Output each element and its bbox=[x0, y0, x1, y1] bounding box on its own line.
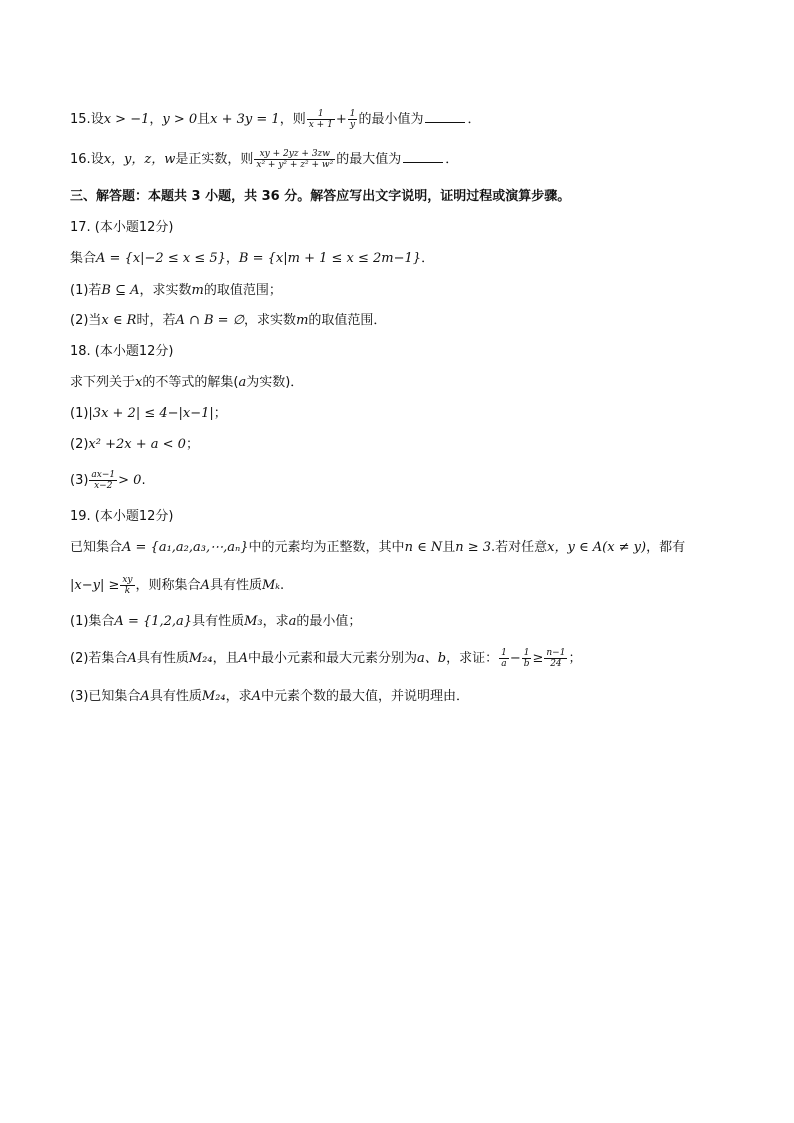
answer-blank bbox=[403, 150, 443, 163]
question-15 bbox=[70, 109, 480, 130]
q19-text: ，都有 bbox=[646, 540, 686, 555]
q19-text: ，且 bbox=[212, 651, 239, 666]
q19-math: a、b bbox=[416, 651, 447, 666]
q15-fraction-2 bbox=[348, 109, 358, 130]
frac-numerator: 1 bbox=[307, 109, 335, 120]
q15-number: 15. bbox=[70, 112, 91, 127]
q19-math: A = {a₁,a₂,a₃,⋯,aₙ} bbox=[122, 540, 249, 555]
q17-text: ． bbox=[421, 251, 435, 266]
q15-fraction-1 bbox=[307, 109, 335, 130]
q19-math: A bbox=[127, 651, 137, 666]
q19-math: M₃ bbox=[244, 614, 263, 629]
ge-sign: ≥ bbox=[532, 651, 544, 666]
q18-heading: 18. (本小题12分) bbox=[70, 344, 174, 359]
q19-math: A bbox=[238, 651, 248, 666]
q18-text: 为实数)． bbox=[246, 375, 304, 390]
q19-text: (3)已知集合 bbox=[70, 689, 141, 704]
q19-math: |x−y| ≥ bbox=[70, 578, 120, 593]
q16-text: ． bbox=[445, 152, 459, 167]
q15-text: ． bbox=[467, 112, 481, 127]
q16-fraction bbox=[254, 149, 335, 170]
minus-sign: − bbox=[509, 651, 521, 666]
q19-text: ； bbox=[568, 651, 582, 666]
q18-text: (1) bbox=[70, 406, 89, 421]
q18-text: 求下列关于 bbox=[70, 375, 136, 390]
q18-text: . bbox=[141, 473, 146, 488]
q17-text: 的取值范围． bbox=[308, 313, 387, 328]
q19-text: 已知集合 bbox=[70, 540, 123, 555]
q19-text: (2)若集合 bbox=[70, 651, 128, 666]
q19-math: A bbox=[251, 689, 261, 704]
q19-fraction-1a bbox=[499, 648, 509, 669]
q19-line-2 bbox=[70, 575, 284, 596]
q17-heading: 17. (本小题12分) bbox=[70, 220, 174, 235]
frac-numerator: 1 bbox=[349, 109, 356, 119]
answer-blank bbox=[425, 110, 465, 123]
q17-math: B ⊆ A bbox=[101, 283, 140, 298]
frac-numerator: ax−1 bbox=[91, 470, 116, 480]
q19-text: ，求证： bbox=[446, 651, 499, 666]
q18-text: (3) bbox=[70, 473, 89, 488]
q18-line-1 bbox=[70, 374, 303, 392]
q15-text: 的最小值为 bbox=[358, 112, 424, 127]
q18-math: > 0 bbox=[118, 473, 142, 488]
q18-line-2 bbox=[70, 405, 227, 423]
q15-text: 且 bbox=[197, 112, 211, 127]
q19-text: .若对任意 bbox=[491, 540, 548, 555]
q18-line-4 bbox=[70, 470, 146, 491]
q16-text: 设 bbox=[90, 152, 104, 167]
section-header: 三、解答题：本题共 3 小题，共 36 分。解答应写出文字说明，证明过程或演算步骤。 bbox=[70, 189, 571, 204]
q19-math: A = {1,2,a} bbox=[114, 614, 193, 629]
frac-denominator: b bbox=[523, 659, 530, 669]
q19-line-3 bbox=[70, 613, 361, 631]
q18-fraction bbox=[89, 470, 117, 491]
q17-math: m bbox=[296, 313, 309, 328]
q17-line-3 bbox=[70, 312, 386, 330]
q19-line-4 bbox=[70, 648, 581, 669]
frac-denominator: x−2 bbox=[94, 481, 113, 491]
frac-denominator: y bbox=[350, 120, 356, 130]
q17-math: m bbox=[191, 283, 204, 298]
q18-math: x² +2x + a < 0 bbox=[88, 437, 186, 452]
q17-text: (1)若 bbox=[70, 283, 102, 298]
q19-text: 中的元素均为正整数，其中 bbox=[248, 540, 405, 555]
frac-denominator: x² + y² + z² + w² bbox=[256, 160, 334, 170]
q17-text: ，求实数 bbox=[244, 313, 297, 328]
q17-line-2 bbox=[70, 282, 282, 300]
q19-text: 具有性质 bbox=[209, 578, 262, 593]
q19-text: ，则称集合 bbox=[135, 578, 201, 593]
q19-heading: 19. (本小题12分) bbox=[70, 509, 174, 524]
q19-text: 且 bbox=[442, 540, 456, 555]
frac-denominator: x + 1 bbox=[308, 120, 333, 130]
q19-math: a bbox=[288, 614, 297, 629]
q15-text: ， bbox=[149, 112, 163, 127]
q18-line-3 bbox=[70, 436, 199, 454]
q15-math-1: x > −1 bbox=[103, 112, 150, 127]
q19-math: n ≥ 3 bbox=[455, 540, 492, 555]
q19-fraction-n bbox=[544, 648, 567, 669]
q19-text: 具有性质 bbox=[149, 689, 202, 704]
frac-numerator: n−1 bbox=[546, 648, 566, 658]
q19-text: ，求 bbox=[262, 614, 289, 629]
q15-text: 设 bbox=[90, 112, 104, 127]
q19-text: 的最小值； bbox=[296, 614, 362, 629]
frac-denominator: 24 bbox=[550, 659, 562, 669]
q19-math: M₂₄ bbox=[188, 651, 213, 666]
frac-numerator: 1 bbox=[522, 648, 532, 659]
q19-math: M₂₄ bbox=[201, 689, 226, 704]
q19-math: n ∈ N bbox=[404, 540, 443, 555]
q18-text: 的不等式的解集( bbox=[142, 375, 239, 390]
q18-math: x bbox=[135, 375, 143, 390]
q19-math: A bbox=[140, 689, 150, 704]
q19-text: 中元素个数的最大值，并说明理由． bbox=[260, 689, 469, 704]
q19-math: Mₖ bbox=[261, 578, 281, 593]
frac-numerator: 1 bbox=[501, 648, 507, 658]
q19-text: (1)集合 bbox=[70, 614, 115, 629]
q16-text: 的最大值为 bbox=[336, 152, 402, 167]
q18-text: ； bbox=[185, 437, 199, 452]
q16-number: 16. bbox=[70, 152, 91, 167]
q19-fraction-1b bbox=[522, 648, 532, 669]
q19-fraction bbox=[120, 575, 134, 596]
q17-text: (2)当 bbox=[70, 313, 102, 328]
q19-line-1 bbox=[70, 539, 685, 557]
q17-text: 时，若 bbox=[136, 313, 176, 328]
q19-text: . bbox=[280, 578, 285, 593]
q17-text: 集合 bbox=[70, 251, 97, 266]
q19-text: 具有性质 bbox=[136, 651, 189, 666]
q19-line-5 bbox=[70, 688, 469, 706]
q15-text: ，则 bbox=[279, 112, 306, 127]
q15-math-2: y > 0 bbox=[162, 112, 198, 127]
q19-math: A bbox=[200, 578, 210, 593]
question-16 bbox=[70, 149, 458, 170]
frac-denominator: k bbox=[124, 586, 131, 596]
q17-line-1 bbox=[70, 250, 434, 268]
frac-denominator: a bbox=[501, 659, 507, 669]
q18-text: (2) bbox=[70, 437, 89, 452]
q17-text: ，求实数 bbox=[139, 283, 192, 298]
q17-math: A = {x|−2 ≤ x ≤ 5} bbox=[96, 251, 226, 266]
q16-text: 是正实数，则 bbox=[175, 152, 254, 167]
q17-math: A ∩ B = ∅ bbox=[175, 313, 245, 328]
q18-math: |3x + 2| ≤ 4−|x−1| bbox=[88, 406, 214, 421]
q17-text: ， bbox=[225, 251, 239, 266]
q15-math-3: x + 3y = 1 bbox=[210, 112, 280, 127]
q19-text: 中最小元素和最大元素分别为 bbox=[247, 651, 417, 666]
q17-text: 的取值范围； bbox=[203, 283, 282, 298]
q19-text: ，求 bbox=[225, 689, 252, 704]
frac-numerator: xy + 2yz + 3zw bbox=[254, 149, 335, 160]
q19-math: x，y ∈ A(x ≠ y) bbox=[547, 540, 647, 555]
q17-math: B = {x|m + 1 ≤ x ≤ 2m−1} bbox=[238, 251, 422, 266]
plus-sign: + bbox=[335, 112, 347, 127]
q18-text: ； bbox=[213, 406, 227, 421]
frac-numerator: xy bbox=[122, 575, 133, 585]
q16-math: x，y，z，w bbox=[103, 152, 176, 167]
q19-text: 具有性质 bbox=[192, 614, 245, 629]
q17-math: x ∈ R bbox=[101, 313, 137, 328]
q18-math: a bbox=[238, 375, 247, 390]
